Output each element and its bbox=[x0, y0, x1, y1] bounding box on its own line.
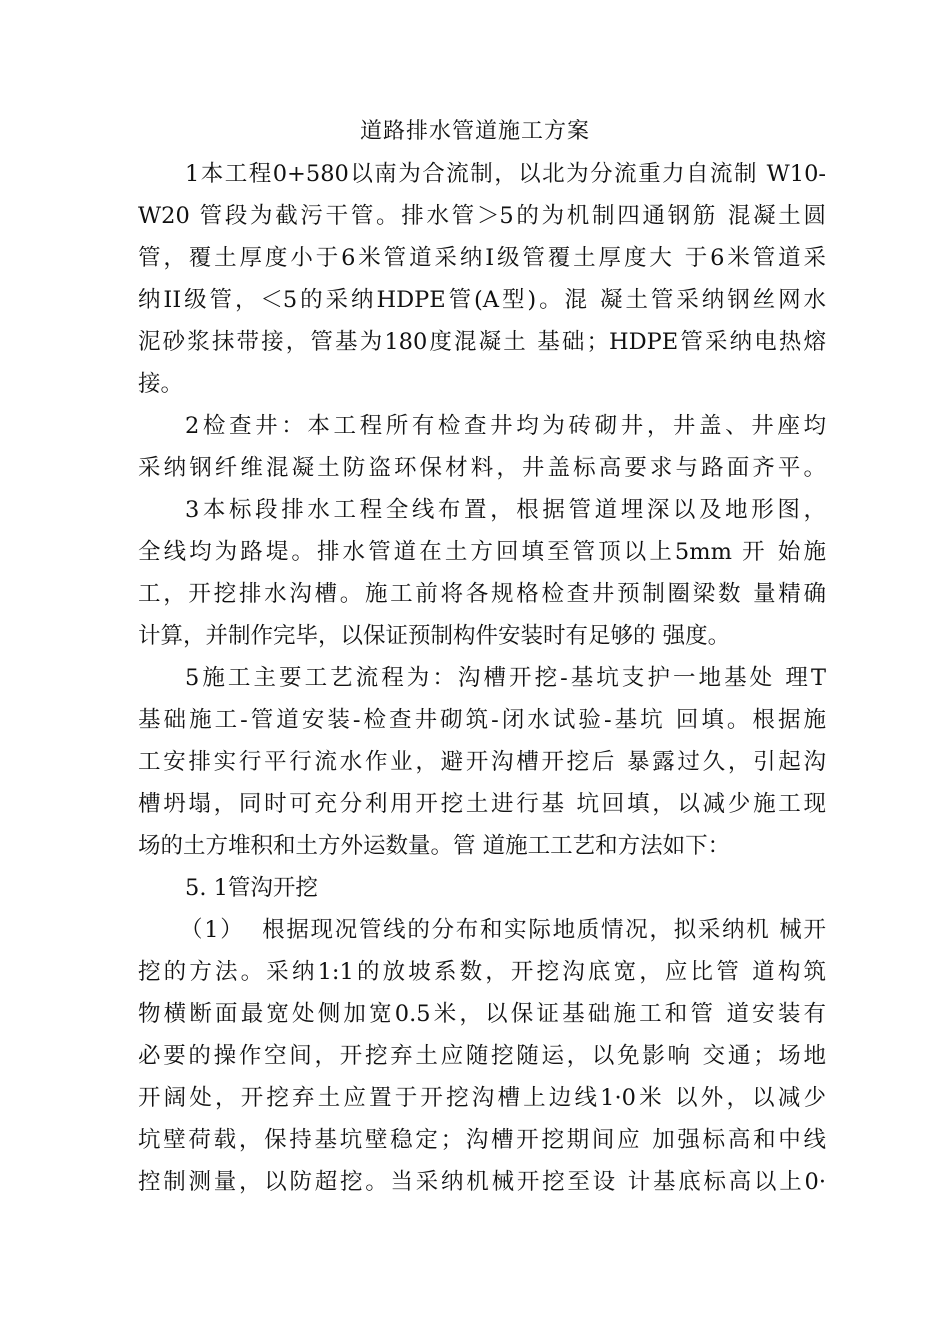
paragraph-line: 1本工程0+580以南为合流制，以北为分流重力自流制 W10- bbox=[185, 161, 826, 187]
paragraph-line: 工安排实行平行流水作业，避开沟槽开挖后 暴露过久，引起沟 bbox=[138, 749, 826, 775]
section-heading: 5. 1管沟开挖 bbox=[185, 875, 318, 901]
paragraph-line: 纳II级管，＜5的采纳HDPE管(A型)。混 凝土管采纳钢丝网水 bbox=[138, 287, 826, 313]
paragraph-line: 3本标段排水工程全线布置，根据管道埋深以及地形图， bbox=[185, 497, 826, 523]
paragraph-line: 物横断面最宽处侧加宽0.5米，以保证基础施工和管 道安装有 bbox=[138, 1001, 826, 1027]
paragraph-line: 开阔处，开挖弃土应置于开挖沟槽上边线1·0米 以外，以减少 bbox=[138, 1085, 826, 1111]
paragraph-line: 采纳钢纤维混凝土防盗环保材料，井盖标高要求与路面齐平。 bbox=[138, 455, 826, 481]
paragraph-line: 全线均为路堤。排水管道在土方回填至管顶以上5mm 开 始施 bbox=[138, 539, 826, 565]
paragraph-line: 2检查井：本工程所有检查井均为砖砌井，井盖、井座均 bbox=[185, 413, 826, 439]
paragraph-line: 泥砂浆抹带接，管基为180度混凝土 基础；HDPE管采纳电热熔 bbox=[138, 329, 826, 355]
paragraph-line: W20 管段为截污干管。排水管＞5的为机制四通钢筋 混凝土圆 bbox=[138, 203, 826, 229]
paragraph-line: 控制测量，以防超挖。当采纳机械开挖至设 计基底标高以上0· bbox=[138, 1169, 826, 1195]
paragraph-line: 工，开挖排水沟槽。施工前将各规格检查井预制圈梁数 量精确 bbox=[138, 581, 826, 607]
paragraph-line: 基础施工-管道安装-检查井砌筑-闭水试验-基坑 回填。根据施 bbox=[138, 707, 826, 733]
paragraph-line: （1） 根据现况管线的分布和实际地质情况，拟采纳机 械开 bbox=[180, 917, 826, 943]
paragraph-line: 必要的操作空间，开挖弃土应随挖随运，以免影响 交通；场地 bbox=[138, 1043, 826, 1069]
paragraph-line: 坑壁荷载，保持基坑壁稳定；沟槽开挖期间应 加强标高和中线 bbox=[138, 1127, 826, 1153]
paragraph-line: 管，覆土厚度小于6米管道采纳I级管覆土厚度大 于6米管道采 bbox=[138, 245, 826, 271]
document-title: 道路排水管道施工方案 bbox=[359, 119, 590, 144]
paragraph-line: 槽坍塌，同时可充分利用开挖土进行基 坑回填，以减少施工现 bbox=[138, 791, 826, 817]
paragraph-line: 接。 bbox=[138, 371, 184, 397]
paragraph-line: 场的土方堆积和土方外运数量。管 道施工工艺和方法如下： bbox=[138, 833, 731, 859]
paragraph-line: 挖的方法。采纳1:1的放坡系数，开挖沟底宽，应比管 道构筑 bbox=[138, 959, 826, 985]
paragraph-line: 5施工主要工艺流程为：沟槽开挖-基坑支护一地基处 理T bbox=[185, 665, 826, 691]
paragraph-line: 计算，并制作完毕，以保证预制构件安装时有足够的 强度。 bbox=[138, 623, 731, 649]
